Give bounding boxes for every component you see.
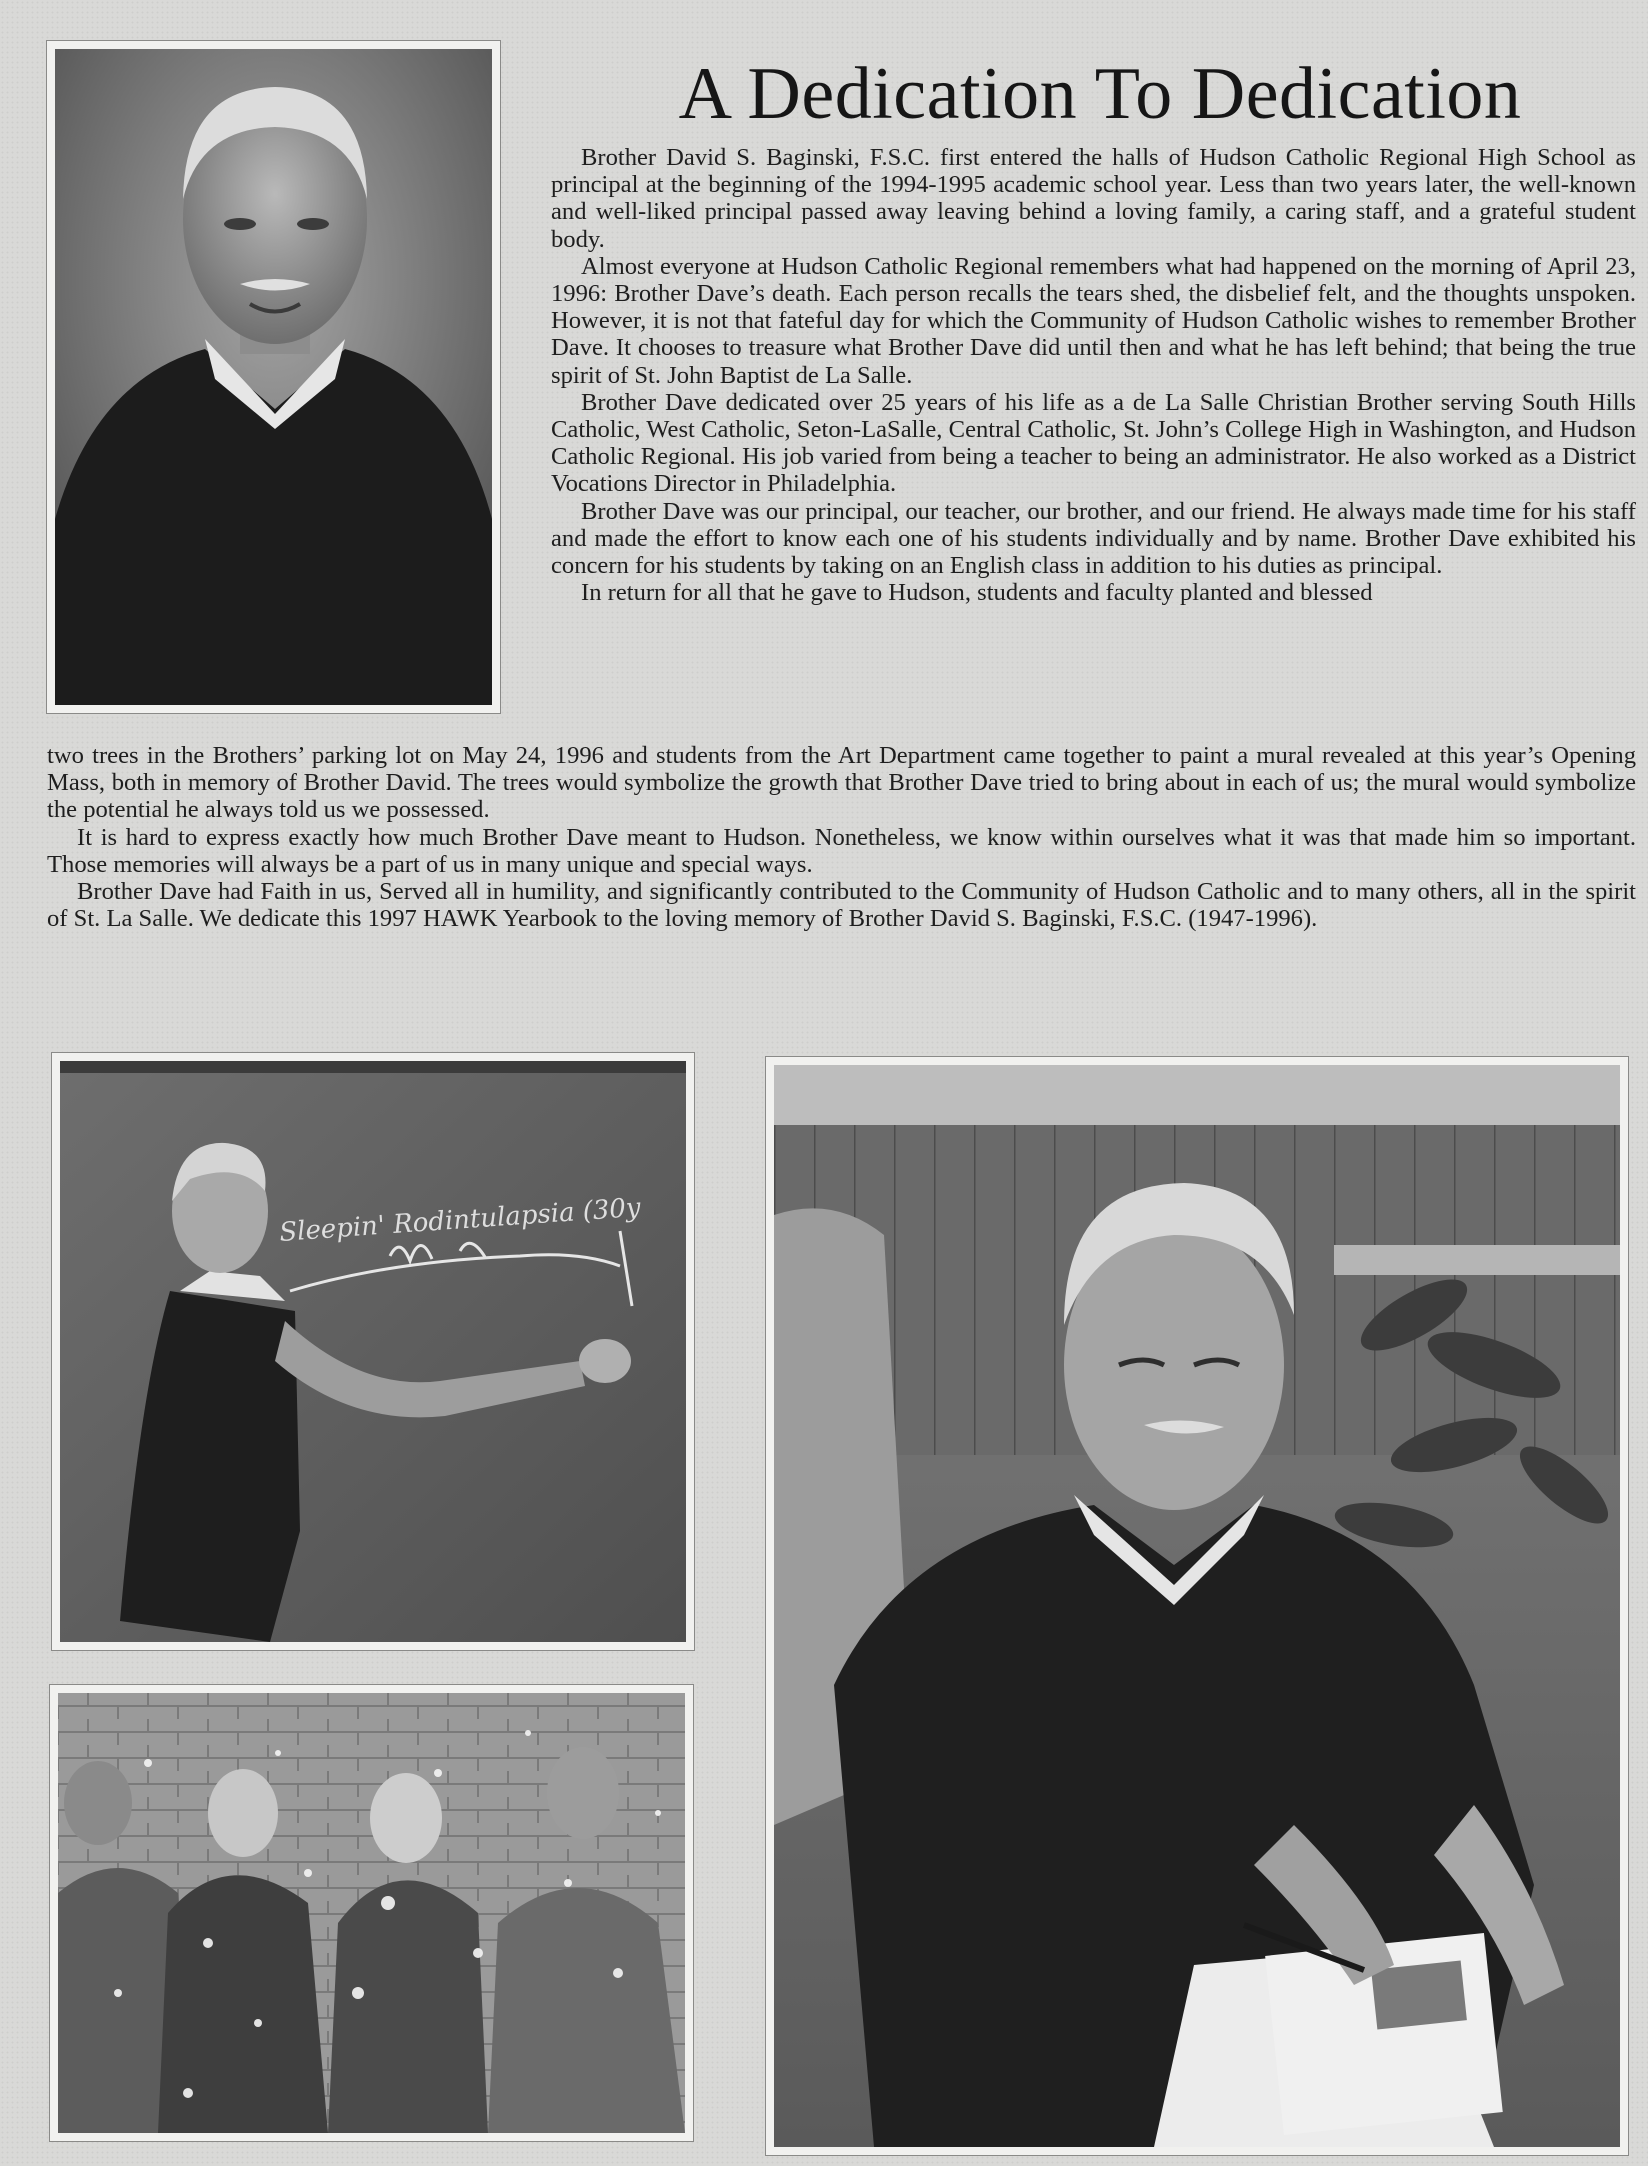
celebration-image (58, 1693, 685, 2133)
chalkboard-writing: Sleepin' Rodintulapsia (30y (278, 1192, 642, 1248)
paragraph: Brother David S. Baginski, F.S.C. first entered the halls of Hudson Catholic Regional High School as principal at the beginning of the 1994-1995 academic school year. Less than two years later, the well-known and well-liked principal passed away leaving behind a loving family, a caring staff, and a grateful student body. (551, 144, 1636, 253)
desk-image (774, 1065, 1620, 2147)
paragraph: Brother Dave had Faith in us, Served all in humility, and significantly contributed to the Community of Hudson Catholic and to many others, all in the spirit of St. La Salle. We dedicate this 1997 HAWK Yearbook to the loving memory of Brother David S. Baginski, F.S.C. (1947-1996). (47, 878, 1636, 933)
celebration-photo (50, 1685, 693, 2141)
paragraph: Brother Dave dedicated over 25 years of his life as a de La Salle Christian Brother serving South Hills Catholic, West Catholic, Seton-LaSalle, Central Catholic, St. John’s College High in Washington, and Hudson Catholic Regional. His job varied from being a teacher to being an administrator. He also worked as a District Vocations Director in Philadelphia. (551, 388, 1636, 498)
paragraph: Almost everyone at Hudson Catholic Regional remembers what had happened on the morning of April 23, 1996: Brother Dave’s death. Each person recalls the tears shed, the disbelief felt, and the thoughts unspoken. However, it is not that fateful day for which the Community of Hudson Catholic wishes to remember Brother Dave. It chooses to treasure what Brother Dave did until then and what he has left behind; that being the true spirit of St. John Baptist de La Salle. (551, 252, 1636, 389)
chalkboard-image (60, 1061, 686, 1642)
dedication-text-lower (47, 742, 1636, 932)
portrait-image (55, 49, 492, 705)
paragraph: two trees in the Brothers’ parking lot on May 24, 1996 and students from the Art Department came together to paint a mural revealed at this year’s Opening Mass, both in memory of Brother David. The trees would symbolize the growth that Brother Dave tried to bring about in each of us; the mural would symbolize the potential he always told us we possessed. (47, 742, 1636, 824)
paragraph: Brother Dave was our principal, our teacher, our brother, and our friend. He always made time for his staff and made the effort to know each one of his students individually and by name. Brother Dave exhibited his concern for his students by taking on an English class in addition to his duties as principal. (551, 497, 1636, 580)
paragraph: In return for all that he gave to Hudson, students and faculty planted and blessed (581, 579, 1373, 607)
chalkboard-photo (52, 1053, 694, 1650)
page-title: A Dedication To Dedication (678, 53, 1522, 135)
paragraph: It is hard to express exactly how much Brother Dave meant to Hudson. Nonetheless, we know within ourselves what it was that made him so important. Those memories will always be a part of us in many unique and special ways. (47, 823, 1636, 878)
dedication-text-upper (551, 144, 1636, 606)
desk-photo (766, 1057, 1628, 2155)
portrait-photo (47, 41, 500, 713)
